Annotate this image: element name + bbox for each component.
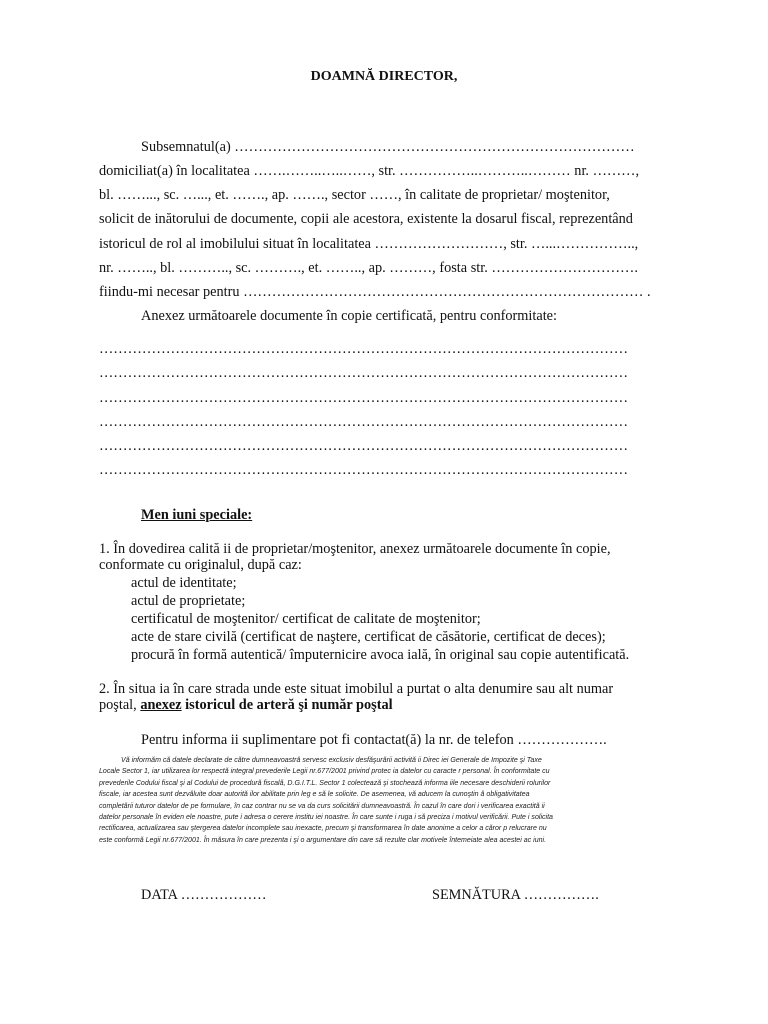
dotted-line: ………………………………………………………………………………………………… bbox=[99, 390, 628, 406]
document-list-item: actul de identitate; bbox=[131, 575, 237, 591]
notice-line: prevederile Codului fiscal şi al Codului de procedură fiscală, D.G.I.T.L. Sector 1 colectează şi stochează informa iile necesare deschiderii rolurilor bbox=[99, 779, 551, 787]
special-mentions-heading: Men iuni speciale: bbox=[141, 507, 253, 523]
item2-rest: istoricul de arteră şi număr poştal bbox=[181, 697, 393, 713]
document-list-item: actul de proprietate; bbox=[131, 593, 246, 609]
notice-line: Vă informăm că datele declarate de către dumneavoastră servesc exclusiv desfăşurării activită ii Direc iei Generale de Impozite şi Taxe bbox=[121, 757, 542, 764]
notice-line: rectificarea, actualizarea sau ştergerea datelor incomplete sau inexacte, precum şi transformarea în date anonime a celor a căror p relucrare nu bbox=[99, 825, 547, 833]
notice-line: datelor personale în eviden ele noastre, pute i adresa o cerere institu iei noastre. În care sunte i ruga i să preciza i motivul verificării. Pute i solicita bbox=[99, 814, 553, 822]
dotted-line: ………………………………………………………………………………………………… bbox=[99, 341, 628, 357]
dotted-line: ………………………………………………………………………………………………… bbox=[99, 414, 628, 430]
document-list-item: certificatul de moştenitor/ certificat de calitate de moştenitor; bbox=[131, 611, 481, 627]
item1-text: 1. În dovedirea calită ii de proprietar/moştenitor, anexez următoarele documente în copie, bbox=[99, 541, 611, 557]
notice-line: Locale Sector 1, iar utilizarea lor respectă integral prevederile Legii nr.677/2001 privind protec ia datelor cu caracte r personal. În conformitate cu bbox=[99, 768, 550, 776]
contact-line: Pentru informa ii suplimentare pot fi contactat(ă) la nr. de telefon ………………. bbox=[141, 732, 607, 748]
form-line-imobil-adresa: nr. …….., bl. ……….., sc. ………., et. …….., ap. ………, fosta str. …………………………. bbox=[99, 260, 638, 276]
dotted-line: ………………………………………………………………………………………………… bbox=[99, 438, 628, 454]
document-list-item: procură în formă autentică/ împuternicire avoca ială, în original sau copie autentificată. bbox=[131, 647, 630, 663]
item1-text: conformate cu originalul, după caz: bbox=[99, 557, 302, 573]
dotted-line: ………………………………………………………………………………………………… bbox=[99, 365, 628, 381]
form-line-subsemnatul: Subsemnatul(a) ………………………………………………………………………… bbox=[141, 139, 635, 155]
item2-text bbox=[99, 697, 393, 713]
dotted-line: ………………………………………………………………………………………………… bbox=[99, 462, 628, 478]
notice-line: completării tuturor datelor de pe formulare, în caz contrar nu se va da curs solicitării dumneavoastră. În cazul în care dori i verificarea exactită ii bbox=[99, 802, 545, 810]
form-line-anexez: Anexez următoarele documente în copie certificată, pentru conformitate: bbox=[141, 308, 557, 324]
form-line-domiciliu: domiciliat(a) în localitatea …….……..…..……, str. ……………..………..……… nr. ………, bbox=[99, 163, 640, 179]
signature-field: SEMNĂTURA ……………. bbox=[432, 887, 599, 903]
item2-anexez: anexez bbox=[140, 697, 182, 713]
notice-line: este conformă Legii nr.677/2001. În măsura în care prezenta i şi o argumentare din care să rezulte clar motivele întemeiate alea acestei ac iuni. bbox=[99, 836, 547, 844]
notice-line: fiscale, iar acestea sunt dezvăluite doar autorită ilor abilitate prin leg e să le solicite. De asemenea, vă aducem la cunoştin ă obligativitatea bbox=[99, 791, 530, 799]
form-line-scop: fiindu-mi necesar pentru ………………………………………………………………………… . bbox=[99, 284, 651, 300]
item2-prefix: poştal, bbox=[99, 697, 141, 713]
data-protection-notice bbox=[99, 755, 671, 846]
form-line-istoric: istoricul de rol al imobilului situat în localitatea ………………………, str. …...…………….., bbox=[99, 236, 639, 252]
item2-text: 2. În situa ia în care strada unde este situat imobilul a purtat o alta denumire sau alt numar bbox=[99, 681, 614, 697]
document-list-item: acte de stare civilă (certificat de naştere, certificat de căsătorie, certificat de deces); bbox=[131, 629, 606, 645]
form-line-adresa: bl. ……..., sc. …..., et. ……., ap. ……., sector ……, în calitate de proprietar/ moştenitor, bbox=[99, 187, 610, 203]
form-line-solicitare: solicit de inătorului de documente, copii ale acestora, existente la dosarul fiscal, reprezentând bbox=[99, 211, 633, 227]
date-field: DATA ……………… bbox=[141, 887, 267, 903]
page-title: DOAMNĂ DIRECTOR, bbox=[310, 69, 458, 84]
